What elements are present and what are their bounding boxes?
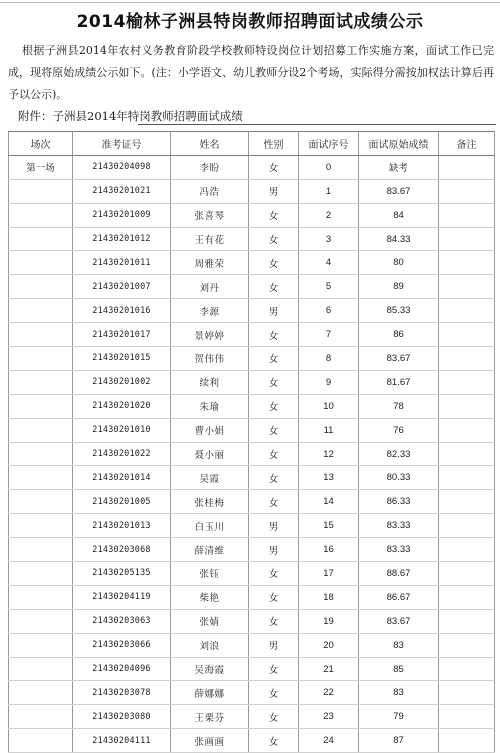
cell-name: 刘浪 xyxy=(171,633,249,657)
cell-ticket-number: 21430201010 xyxy=(73,418,171,442)
cell-raw-score: 83.33 xyxy=(359,538,439,562)
cell-interview-order: 22 xyxy=(299,681,359,705)
cell-interview-order: 1 xyxy=(299,179,359,203)
header-ticket-number: 准考证号 xyxy=(73,132,171,156)
table-row xyxy=(9,394,495,418)
cell-remarks xyxy=(439,370,495,394)
cell-gender: 男 xyxy=(249,538,299,562)
cell-remarks xyxy=(439,347,495,371)
cell-raw-score: 89 xyxy=(359,275,439,299)
cell-remarks xyxy=(439,203,495,227)
cell-interview-order: 11 xyxy=(299,418,359,442)
header-raw-score: 面试原始成绩 xyxy=(359,132,439,156)
cell-gender: 女 xyxy=(249,275,299,299)
cell-remarks xyxy=(439,418,495,442)
cell-remarks xyxy=(439,609,495,633)
table-row xyxy=(9,466,495,490)
cell-remarks xyxy=(439,275,495,299)
cell-ticket-number: 21430201005 xyxy=(73,490,171,514)
cell-ticket-number: 21430201007 xyxy=(73,275,171,299)
cell-name: 薛清维 xyxy=(171,538,249,562)
page-title: 2014榆林子洲县特岗教师招聘面试成绩公示 xyxy=(76,12,424,32)
cell-ticket-number: 21430201012 xyxy=(73,227,171,251)
cell-name: 聂小丽 xyxy=(171,442,249,466)
attachment-caption: 附件：子洲县2014年特岗教师招聘面试成绩 xyxy=(18,109,243,123)
cell-session xyxy=(9,514,73,538)
cell-raw-score: 84 xyxy=(359,203,439,227)
cell-remarks xyxy=(439,227,495,251)
cell-gender: 女 xyxy=(249,323,299,347)
table-row xyxy=(9,562,495,586)
table-row xyxy=(9,179,495,203)
table-row xyxy=(9,609,495,633)
cell-remarks xyxy=(439,729,495,753)
cell-gender: 女 xyxy=(249,562,299,586)
header-remarks: 备注 xyxy=(439,132,495,156)
cell-name: 景婷婷 xyxy=(171,323,249,347)
cell-ticket-number: 21430203080 xyxy=(73,705,171,729)
header-session: 场次 xyxy=(9,132,73,156)
table-row xyxy=(9,705,495,729)
cell-name: 贺伟伟 xyxy=(171,347,249,371)
cell-interview-order: 21 xyxy=(299,657,359,681)
table-row xyxy=(9,490,495,514)
cell-ticket-number: 21430201022 xyxy=(73,442,171,466)
cell-session xyxy=(9,681,73,705)
cell-interview-order: 15 xyxy=(299,514,359,538)
cell-name: 张婧 xyxy=(171,609,249,633)
cell-interview-order: 12 xyxy=(299,442,359,466)
cell-gender: 女 xyxy=(249,203,299,227)
cell-remarks xyxy=(439,155,495,179)
cell-interview-order: 24 xyxy=(299,729,359,753)
table-body xyxy=(9,155,495,752)
cell-ticket-number: 21430201014 xyxy=(73,466,171,490)
cell-name: 张钰 xyxy=(171,562,249,586)
cell-raw-score: 83.67 xyxy=(359,609,439,633)
table-row xyxy=(9,657,495,681)
cell-remarks xyxy=(439,585,495,609)
cell-raw-score: 83.67 xyxy=(359,347,439,371)
cell-gender: 女 xyxy=(249,394,299,418)
cell-gender: 男 xyxy=(249,633,299,657)
cell-name: 续利 xyxy=(171,370,249,394)
cell-raw-score: 86.33 xyxy=(359,490,439,514)
cell-session xyxy=(9,323,73,347)
cell-raw-score: 85.33 xyxy=(359,299,439,323)
cell-ticket-number: 21430201002 xyxy=(73,370,171,394)
table-header-row xyxy=(9,132,495,156)
intro-paragraph: 根据子洲县2014年农村义务教育阶段学校教师特设岗位计划招募工作实施方案，面试工作已完成，现将原始成绩公示如下。(注：小学语文、幼儿教师分设2个考场，实际得分需按加权法计算后再予以公示)。 xyxy=(8,44,494,101)
header-name: 姓名 xyxy=(171,132,249,156)
cell-name: 李源 xyxy=(171,299,249,323)
cell-gender: 男 xyxy=(249,514,299,538)
cell-ticket-number: 21430204111 xyxy=(73,729,171,753)
cell-session xyxy=(9,251,73,275)
cell-session xyxy=(9,275,73,299)
cell-interview-order: 4 xyxy=(299,251,359,275)
cell-name: 薛娜娜 xyxy=(171,681,249,705)
cell-name: 刘丹 xyxy=(171,275,249,299)
score-table xyxy=(8,131,495,753)
table-row xyxy=(9,370,495,394)
cell-interview-order: 20 xyxy=(299,633,359,657)
table-row xyxy=(9,203,495,227)
cell-interview-order: 16 xyxy=(299,538,359,562)
cell-session xyxy=(9,609,73,633)
cell-interview-order: 13 xyxy=(299,466,359,490)
cell-session xyxy=(9,299,73,323)
cell-session: 第一场 xyxy=(9,155,73,179)
attachment-underline xyxy=(138,124,496,125)
cell-ticket-number: 21430201013 xyxy=(73,514,171,538)
cell-interview-order: 17 xyxy=(299,562,359,586)
cell-ticket-number: 21430201011 xyxy=(73,251,171,275)
cell-session xyxy=(9,347,73,371)
cell-gender: 女 xyxy=(249,347,299,371)
cell-session xyxy=(9,418,73,442)
cell-remarks xyxy=(439,179,495,203)
cell-remarks xyxy=(439,323,495,347)
cell-ticket-number: 21430204119 xyxy=(73,585,171,609)
cell-ticket-number: 21430204096 xyxy=(73,657,171,681)
cell-ticket-number: 21430203068 xyxy=(73,538,171,562)
table-row xyxy=(9,681,495,705)
cell-interview-order: 3 xyxy=(299,227,359,251)
cell-raw-score: 83 xyxy=(359,633,439,657)
cell-gender: 女 xyxy=(249,370,299,394)
cell-ticket-number: 21430201009 xyxy=(73,203,171,227)
cell-interview-order: 23 xyxy=(299,705,359,729)
top-rule xyxy=(0,2,500,3)
header-interview-order: 面试序号 xyxy=(299,132,359,156)
cell-raw-score: 80 xyxy=(359,251,439,275)
cell-name: 王有花 xyxy=(171,227,249,251)
cell-remarks xyxy=(439,562,495,586)
cell-interview-order: 18 xyxy=(299,585,359,609)
table-row xyxy=(9,729,495,753)
cell-gender: 女 xyxy=(249,609,299,633)
cell-gender: 男 xyxy=(249,299,299,323)
cell-interview-order: 19 xyxy=(299,609,359,633)
cell-ticket-number: 21430205135 xyxy=(73,562,171,586)
cell-interview-order: 8 xyxy=(299,347,359,371)
table-row xyxy=(9,323,495,347)
cell-session xyxy=(9,657,73,681)
cell-session xyxy=(9,562,73,586)
cell-gender: 女 xyxy=(249,418,299,442)
table-row xyxy=(9,514,495,538)
cell-remarks xyxy=(439,633,495,657)
table-row xyxy=(9,347,495,371)
cell-raw-score: 85 xyxy=(359,657,439,681)
cell-remarks xyxy=(439,299,495,323)
cell-name: 周雅荣 xyxy=(171,251,249,275)
cell-gender: 女 xyxy=(249,155,299,179)
cell-raw-score: 83 xyxy=(359,681,439,705)
table-row xyxy=(9,251,495,275)
cell-session xyxy=(9,394,73,418)
cell-session xyxy=(9,227,73,251)
cell-raw-score: 82.33 xyxy=(359,442,439,466)
cell-name: 王栗芬 xyxy=(171,705,249,729)
cell-session xyxy=(9,585,73,609)
cell-name: 李盼 xyxy=(171,155,249,179)
cell-remarks xyxy=(439,394,495,418)
cell-remarks xyxy=(439,442,495,466)
cell-gender: 女 xyxy=(249,657,299,681)
cell-name: 柴艳 xyxy=(171,585,249,609)
cell-name: 张桂梅 xyxy=(171,490,249,514)
cell-interview-order: 5 xyxy=(299,275,359,299)
cell-session xyxy=(9,442,73,466)
cell-remarks xyxy=(439,514,495,538)
cell-session xyxy=(9,466,73,490)
cell-raw-score: 86.67 xyxy=(359,585,439,609)
cell-gender: 女 xyxy=(249,585,299,609)
cell-raw-score: 86 xyxy=(359,323,439,347)
table-row xyxy=(9,155,495,179)
cell-name: 张喜琴 xyxy=(171,203,249,227)
cell-name: 白玉川 xyxy=(171,514,249,538)
cell-session xyxy=(9,370,73,394)
cell-raw-score: 81.67 xyxy=(359,370,439,394)
cell-ticket-number: 21430203078 xyxy=(73,681,171,705)
cell-gender: 女 xyxy=(249,466,299,490)
cell-gender: 女 xyxy=(249,729,299,753)
cell-interview-order: 14 xyxy=(299,490,359,514)
cell-ticket-number: 21430203066 xyxy=(73,633,171,657)
cell-gender: 女 xyxy=(249,681,299,705)
cell-raw-score: 缺考 xyxy=(359,155,439,179)
cell-ticket-number: 21430204098 xyxy=(73,155,171,179)
cell-session xyxy=(9,705,73,729)
cell-raw-score: 78 xyxy=(359,394,439,418)
cell-interview-order: 10 xyxy=(299,394,359,418)
cell-name: 吴海霞 xyxy=(171,657,249,681)
cell-ticket-number: 21430201020 xyxy=(73,394,171,418)
cell-raw-score: 80.33 xyxy=(359,466,439,490)
table-row xyxy=(9,275,495,299)
cell-remarks xyxy=(439,657,495,681)
table-row xyxy=(9,442,495,466)
cell-ticket-number: 21430201015 xyxy=(73,347,171,371)
cell-gender: 女 xyxy=(249,251,299,275)
cell-session xyxy=(9,490,73,514)
cell-raw-score: 79 xyxy=(359,705,439,729)
cell-interview-order: 0 xyxy=(299,155,359,179)
cell-session xyxy=(9,729,73,753)
cell-name: 朱瑜 xyxy=(171,394,249,418)
cell-remarks xyxy=(439,681,495,705)
cell-interview-order: 9 xyxy=(299,370,359,394)
cell-gender: 女 xyxy=(249,442,299,466)
cell-gender: 男 xyxy=(249,179,299,203)
cell-remarks xyxy=(439,251,495,275)
cell-ticket-number: 21430201017 xyxy=(73,323,171,347)
cell-raw-score: 87 xyxy=(359,729,439,753)
cell-raw-score: 88.67 xyxy=(359,562,439,586)
cell-gender: 女 xyxy=(249,705,299,729)
table-row xyxy=(9,633,495,657)
cell-remarks xyxy=(439,705,495,729)
cell-ticket-number: 21430201016 xyxy=(73,299,171,323)
cell-name: 冯浩 xyxy=(171,179,249,203)
cell-interview-order: 6 xyxy=(299,299,359,323)
cell-session xyxy=(9,633,73,657)
cell-remarks xyxy=(439,490,495,514)
cell-name: 曹小娟 xyxy=(171,418,249,442)
cell-raw-score: 83.67 xyxy=(359,179,439,203)
cell-remarks xyxy=(439,538,495,562)
header-gender: 性别 xyxy=(249,132,299,156)
table-row xyxy=(9,538,495,562)
cell-remarks xyxy=(439,466,495,490)
cell-gender: 女 xyxy=(249,227,299,251)
cell-ticket-number: 21430201021 xyxy=(73,179,171,203)
cell-gender: 女 xyxy=(249,490,299,514)
table-row xyxy=(9,227,495,251)
cell-raw-score: 84.33 xyxy=(359,227,439,251)
cell-raw-score: 76 xyxy=(359,418,439,442)
cell-session xyxy=(9,203,73,227)
table-row xyxy=(9,585,495,609)
cell-session xyxy=(9,538,73,562)
cell-interview-order: 2 xyxy=(299,203,359,227)
cell-interview-order: 7 xyxy=(299,323,359,347)
cell-ticket-number: 21430203063 xyxy=(73,609,171,633)
table-row xyxy=(9,299,495,323)
cell-session xyxy=(9,179,73,203)
cell-raw-score: 83.33 xyxy=(359,514,439,538)
cell-name: 张画画 xyxy=(171,729,249,753)
table-row xyxy=(9,418,495,442)
cell-name: 吴霞 xyxy=(171,466,249,490)
